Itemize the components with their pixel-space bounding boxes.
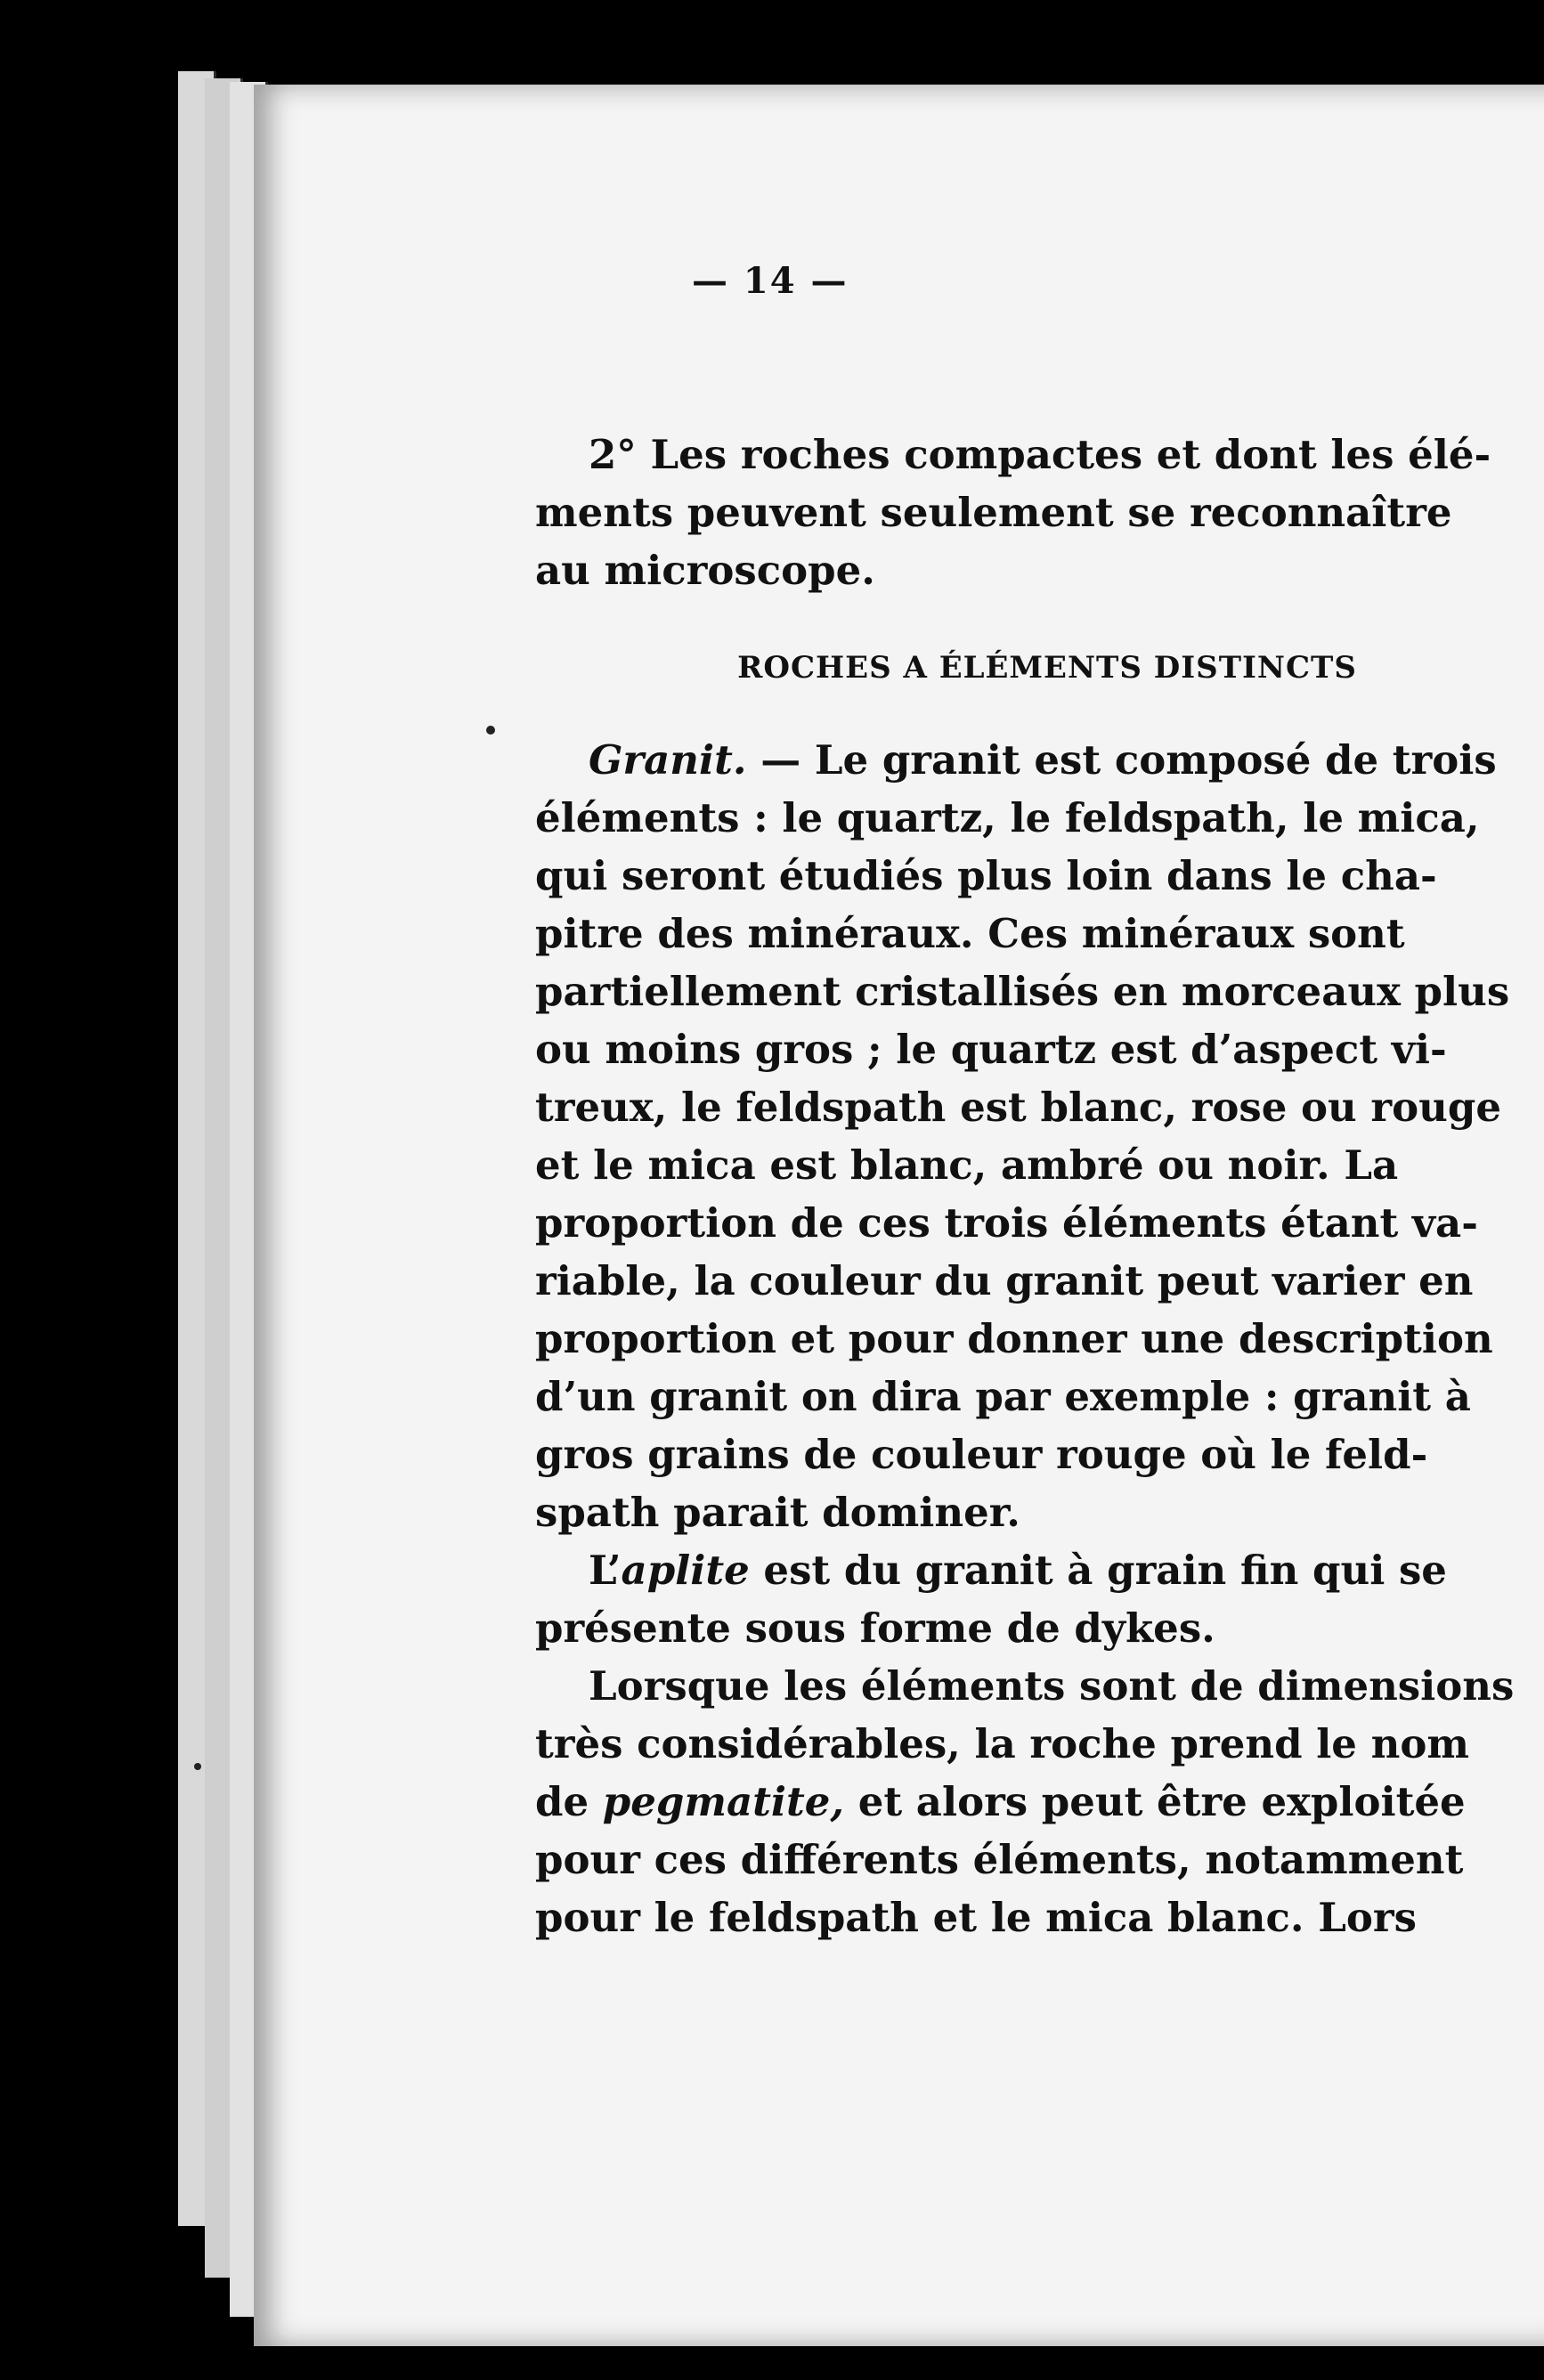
text-line: d’un granit on dira par exemple : granit à [535,1373,1471,1420]
specks [486,726,495,735]
text-fragment: et alors peut être exploitée [844,1778,1466,1825]
text-line: qui seront étudiés plus loin dans le cha- [535,852,1437,899]
text-line: treux, le feldspath est blanc, rose ou rouge [535,1084,1501,1131]
text-line: ou moins gros ; le quartz est d’aspect vi- [535,1026,1447,1073]
text-line: proportion et pour donner une description [535,1315,1493,1362]
text-line: riable, la couleur du granit peut varier en [535,1257,1474,1304]
text-line: spath parait dominer. [535,1489,1020,1536]
text-line [535,731,1544,789]
aplite-paragraph [535,1541,1544,1657]
text-fragment: de [535,1778,603,1825]
specks [194,1763,201,1770]
text-fragment: — Le granit est composé de trois [746,736,1497,784]
text-line: pitre des minéraux. Ces minéraux sont [535,910,1405,957]
intro-paragraph-cont [535,483,1544,599]
text-line [535,1773,1544,1831]
text-line: et le mica est blanc, ambré ou noir. La [535,1141,1399,1189]
pegmatite-paragraph [535,1657,1544,1946]
text-fragment: est du granit à grain fin qui se [749,1547,1447,1594]
text-line: au microscope. [535,547,875,594]
text-line: proportion de ces trois éléments étant va- [535,1199,1478,1247]
section-heading: ROCHES A ÉLÉMENTS DISTINCTS [737,650,1357,686]
term-pegmatite: pegmatite, [602,1778,845,1825]
text-fragment: L’ [589,1547,622,1594]
granit-paragraph [535,731,1544,1541]
text-line: pour le feldspath et le mica blanc. Lors [535,1894,1417,1941]
text-line: ments peuvent seulement se reconnaître [535,489,1452,536]
text-line: éléments : le quartz, le feldspath, le mica, [535,794,1480,841]
text-line: présente sous forme de dykes. [535,1604,1215,1652]
text-line: très considérables, la roche prend le nom [535,1720,1469,1767]
text-line: 2° Les roches compactes et dont les élé- [589,431,1491,478]
text-line: pour ces différents éléments, notamment [535,1836,1464,1883]
page-body [535,426,1544,1946]
page-number: — 14 — [692,260,849,302]
text-line: partiellement cristallisés en morceaux plus [535,968,1510,1015]
text-line: gros grains de couleur rouge où le feld- [535,1431,1428,1478]
term-aplite: aplite [621,1547,750,1594]
text-line: Lorsque les éléments sont de dimensions [589,1662,1515,1710]
intro-paragraph [535,426,1544,483]
text-line [535,1541,1544,1599]
term-granit: Granit. [589,736,747,784]
